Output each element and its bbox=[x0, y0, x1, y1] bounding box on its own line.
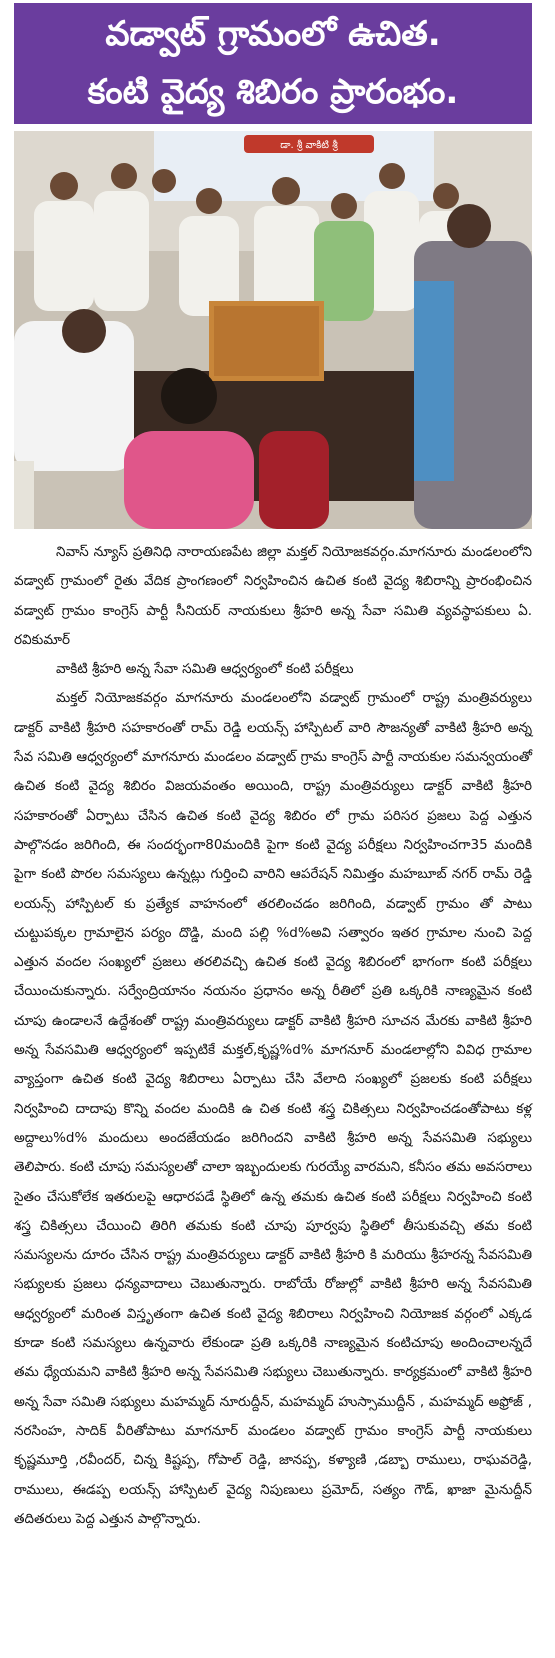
article-subheading: వాకిటి శ్రీహరి అన్న సేవా సమితి ఆధ్వర్యంలో కంటి పరీక్షలు bbox=[56, 661, 354, 678]
article-paragraph-intro: నివాస్ న్యూస్ ప్రతినిధి నారాయణపేట జిల్లా మక్తల్ నియోజకవర్గం.మాగనూరు మండలంలోని వడ్వాట్ గ్రామంలో రైతు వేదిక ప్రాంగణంలో నిర్వహించిన ఉచిత కంటి వైద్య శిబిరాన్ని ప్రారంభించిన వడ్వాట్ గ్రామం కాంగ్రెస్ పార్టీ సీనియర్ నాయకులు శ్రీహరి అన్న సేవా సమితి వ్యవస్థాపకులు ఏ. రవికుమార్ bbox=[14, 544, 532, 648]
article-paragraph-main: మక్తల్ నియోజకవర్గం మాగనూరు మండలంలోని వడ్వాట్ గ్రామంలో రాష్ట్ర మంత్రివర్యులు డాక్టర్ వాకిటి శ్రీహరి సహకారంతో రామ్ రెడ్డి లయన్స్ హాస్పిటల్ వారి సౌజన్యతో వాకిటి శ్రీహరి అన్న సేవ సమితి ఆధ్వర్యంలో మాగనూరు మండలం వడ్వాట్ గ్రామ కాంగ్రెస్ పార్టీ నాయకుల సమన్వయంతో ఉచిత కంటి వైద్య శిబిరం విజయవంతం అయింది, రాష్ట్ర మంత్రివర్యులు డాక్టర్ వాకిటి శ్రీహరి సహకారంతో ఏర్పాటు చేసిన ఉచిత కంటి వైద్య శిబిరం లో గ్రామ పరిసర ప్రజలు పెద్ద ఎత్తున పాల్గొనడం జరిగింది, ఈ సందర్భంగా80మందికి పైగా కంటి వైద్య పరీక్షలు నిర్వహించగా35 మందికి పైగా కంటి పొరల సమస్యలు ఉన్నట్లు గుర్తించి వారిని ఆపరేషన్ నిమిత్తం మహబూబ్ నగర్ రామ్ రెడ్డి లయన్స్ హాస్పిటల్ కు ప్రత్యేక వాహనంలో తరలించడం జరిగింది, వడ్వాట్ గ్రామం తో పాటు చుట్టుపక్కల గ్రామాలైన పర్యం దొడ్డి, మంది పల్లి %d%అవి సత్వారం ఇతర గ్రామాల నుంచి పెద్ద ఎత్తున వందల సంఖ్యలో ప్రజలు తరలివచ్చి ఉచిత కంటి వైద్య శిబిరంలో భాగంగా కంటి పరీక్షలు చేయించుకున్నారు. సర్వేంద్రియానం నయనం ప్రధానం అన్న రీతిలో ప్రతి ఒక్కరికి నాణ్యమైన కంటి చూపు ఉండాలనే ఉద్దేశంతో రాష్ట్ర మంత్రివర్యులు డాక్టర్ వాకిటి శ్రీహరి సూచన మేరకు వాకిటి శ్రీహరి అన్న సేవసమితి ఆధ్వర్యంలో ఇప్పటికే మక్తల్,కృష్ణ%d% మాగనూర్ మండలాల్లోని వివిధ గ్రామాల వ్యాప్తంగా ఉచిత కంటి వైద్య శిబిరాలు ఏర్పాటు చేసి వేలాది సంఖ్యలో ప్రజలకు కంటి పరీక్షలు నిర్వహించి దాదాపు కొన్ని వందల మందికి ఉ చిత కంటి శస్త్ర చికిత్సలు నిర్వహించడంతోపాటు కళ్ల అద్దాలు%d% మందులు అందజేయడం జరిగిందని వాకిటి శ్రీహరి అన్న సేవసమితి సభ్యులు తెలిపారు. కంటి చూపు సమస్యలతో చాలా ఇబ్బందులకు గురయ్యే వారమని, కనీసం తమ అవసరాలు సైతం చేసుకోలేక ఇతరులపై ఆధారపడే స్థితిలో ఉన్న తమకు ఉచిత కంటి పరీక్షలు నిర్వహించి కంటి శస్త్ర చికిత్సలు చేయించి తిరిగి తమకు కంటి చూపు పూర్వపు స్థితిలో తీసుకువచ్చి తమ కంటి సమస్యలను దూరం చేసిన రాష్ట్ర మంత్రివర్యులు డాక్టర్ వాకిటి శ్రీహరి కి మరియు శ్రీహరన్న సేవసమితి సభ్యులకు ప్రజలు ధన్యవాదాలు చెబుతున్నారు. రాబోయే రోజుల్లో వాకిటి శ్రీహరి అన్న సేవసమితి ఆధ్వర్యంలో మరింత విస్తృతంగా ఉచిత కంటి వైద్య శిబిరాలు నిర్వహించి నియోజక వర్గంలో ఎక్కడ కూడా కంటి సమస్యలు ఉన్నవారు లేకుండా ప్రతి ఒక్కరికి నాణ్యమైన కంటిచూపు అందించాలన్నదే తమ ధ్యేయమని వాకిటి శ్రీహరి అన్న సేవసమితి సభ్యులు చెబుతున్నారు. కార్యక్రమంలో వాకిటి శ్రీహరి అన్న సేవా సమితి సభ్యులు మహమ్మద్ నూరుద్దీన్, మహమ్మద్ హుస్సాముద్దీన్ , మహమ్మద్ అఫ్రోజ్ , నరసింహ, సాదిక్ వీరితోపాటు మాగనూర్ మండలం వడ్వాట్ గ్రామం కాంగ్రెస్ పార్టీ నాయకులు కృష్ణమూర్తి ,రవీందర్, చిన్న కిష్టప్ప, గోపాల్ రెడ్డి, జానప్ప, కళ్యాణి ,డబ్బా రాములు, రాఘవరెడ్డి, రాములు, ఈడప్ప లయన్స్ హాస్పిటల్ వైద్య నిపుణులు ప్రమోద్, సత్యం గౌడ్, ఖాజా మైనుద్దీన్ తదితరులు పెద్ద ఎత్తున పాల్గొన్నారు. bbox=[14, 690, 532, 1527]
headline-banner bbox=[14, 3, 532, 124]
headline-line-2: కంటి వైద్య శిబిరం ప్రారంభం. bbox=[87, 72, 459, 112]
news-photo bbox=[14, 131, 532, 529]
headline-line-1: వడ్వాట్ గ్రామంలో ఉచిత. bbox=[105, 14, 441, 54]
article-body bbox=[14, 538, 532, 1534]
photo-banner-text: డా. శ్రీ వాకిటి శ్రీ bbox=[280, 140, 338, 151]
